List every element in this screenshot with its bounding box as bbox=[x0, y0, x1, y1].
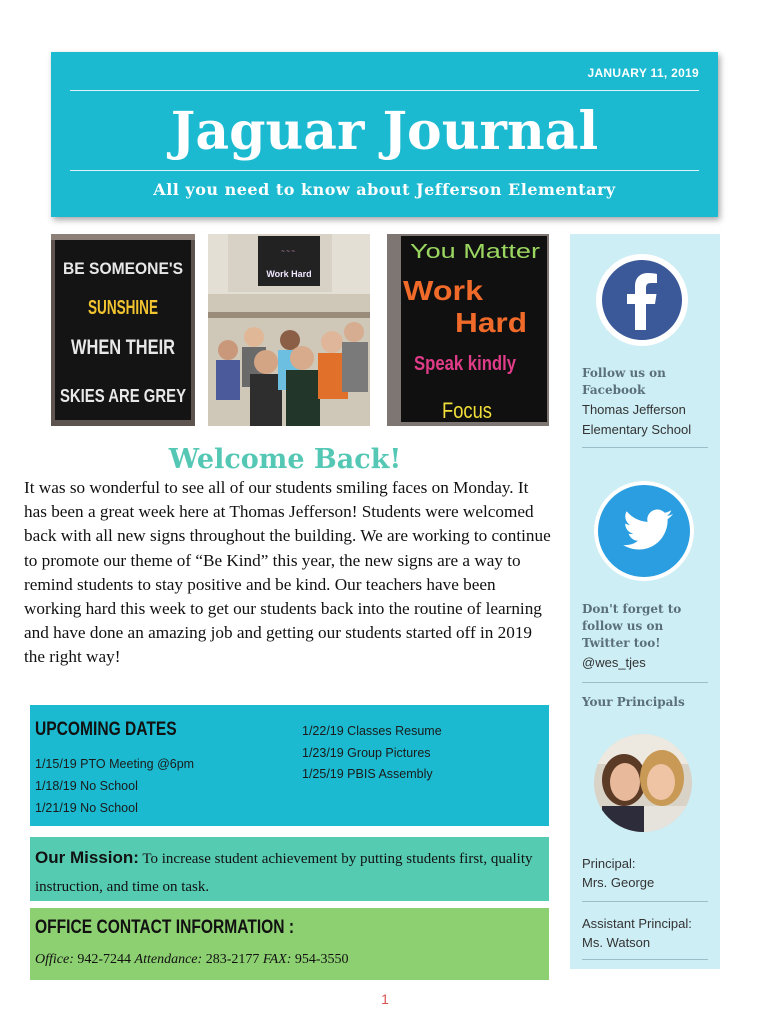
assistant-principal-name: Ms. Watson bbox=[582, 935, 651, 950]
office-label: Office: bbox=[35, 952, 74, 967]
article-body: It was so wonderful to see all of our students smiling faces on Monday. It has been a great week here at Thomas Jefferson! Students were welcomed back with all new signs throughout the building. We are working to continue to promote our theme of “Be Kind” this year, the new signs are a way to remind students to stay positive and be kind. Our teachers have been working hard this week to get our students back into the routine of learning and have done an amazing job and getting our students started off in 2019 the right way! bbox=[24, 478, 551, 667]
twitter-handle[interactable]: @wes_tjes bbox=[582, 655, 646, 670]
upcoming-dates-heading: UPCOMING DATES bbox=[35, 719, 177, 740]
twitter-icon[interactable] bbox=[593, 480, 695, 582]
sign2-banner: Work Hard bbox=[266, 269, 312, 279]
sidebar bbox=[570, 234, 720, 969]
sign1-line2: SUNSHINE bbox=[88, 297, 158, 319]
sign3-line5: Focus bbox=[442, 398, 492, 423]
office-contact-line bbox=[35, 952, 349, 968]
assistant-principal-title: Assistant Principal: bbox=[582, 916, 692, 931]
photo-students bbox=[208, 234, 370, 426]
sign1-line3: WHEN THEIR bbox=[71, 336, 175, 359]
masthead-top-rule bbox=[70, 90, 699, 91]
date-item: 1/15/19 PTO Meeting @6pm bbox=[35, 757, 195, 771]
sidebar-divider bbox=[582, 447, 708, 448]
mission-box bbox=[30, 837, 549, 901]
issue-date: JANUARY 11, 2019 bbox=[587, 66, 699, 80]
facebook-icon[interactable] bbox=[594, 252, 690, 348]
date-item: 1/18/19 No School bbox=[35, 779, 138, 793]
newsletter-subtitle: All you need to know about Jefferson Elementary bbox=[153, 180, 616, 199]
date-item: 1/25/19 PBIS Assembly bbox=[302, 767, 433, 781]
attendance-label: Attendance: bbox=[134, 952, 203, 967]
date-item: 1/23/19 Group Pictures bbox=[302, 746, 431, 760]
sidebar-divider bbox=[582, 901, 708, 902]
mission-text: To increase student achievement by putting students first, quality instruction, and time on task. bbox=[35, 851, 533, 895]
facebook-page-name[interactable]: Thomas Jefferson Elementary School bbox=[582, 402, 692, 437]
mission-statement bbox=[35, 844, 545, 901]
mission-label: Our Mission: bbox=[35, 848, 139, 867]
twitter-heading: Don't forget to follow us on Twitter too! bbox=[582, 602, 682, 650]
sidebar-divider bbox=[582, 682, 708, 683]
date-item: 1/21/19 No School bbox=[35, 801, 138, 815]
sign1-line4: SKIES ARE GREY bbox=[60, 386, 186, 406]
sign3-line1: You Matter bbox=[410, 241, 541, 263]
facebook-heading: Follow us on Facebook bbox=[582, 366, 666, 397]
date-item: 1/22/19 Classes Resume bbox=[302, 724, 442, 738]
upcoming-dates-box bbox=[30, 705, 549, 826]
sign3-line4: Speak kindly bbox=[414, 353, 517, 375]
sign3-line3: Hard bbox=[455, 307, 527, 338]
sign2-decor-text: ~ ~ ~ bbox=[281, 249, 295, 255]
photo-sunshine-sign bbox=[51, 234, 195, 426]
principal-name: Mrs. George bbox=[582, 875, 655, 890]
photo-you-matter-sign bbox=[387, 234, 549, 426]
article-headline: Welcome Back! bbox=[168, 444, 402, 475]
attendance-phone: 283-2177 bbox=[205, 952, 260, 967]
sidebar-divider bbox=[582, 959, 708, 960]
fax-number: 954-3550 bbox=[294, 952, 349, 967]
office-contact-heading: OFFICE CONTACT INFORMATION : bbox=[35, 917, 295, 938]
office-contact-box bbox=[30, 908, 549, 980]
office-phone: 942-7244 bbox=[77, 952, 132, 967]
masthead bbox=[51, 52, 718, 217]
sign1-line1: BE SOMEONE'S bbox=[63, 259, 183, 278]
masthead-bottom-rule bbox=[70, 170, 699, 171]
newsletter-title: Jaguar Journal bbox=[170, 101, 599, 162]
principal-title: Principal: bbox=[582, 856, 636, 871]
page-number: 1 bbox=[381, 991, 389, 1007]
fax-label: FAX: bbox=[262, 952, 292, 967]
principals-photo bbox=[594, 734, 692, 832]
principals-heading: Your Principals bbox=[582, 695, 685, 709]
sign3-line2: Work bbox=[403, 275, 484, 306]
